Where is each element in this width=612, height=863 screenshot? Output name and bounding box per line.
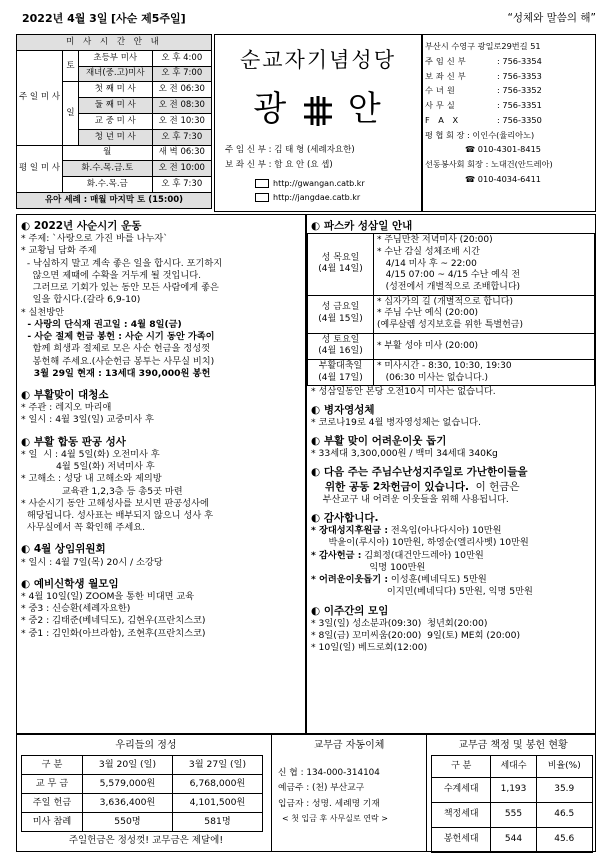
council-president-tel: ☎ 010-4301-8415	[465, 144, 542, 155]
section-title: ◐ 예비신학생 월모임	[21, 577, 119, 590]
left-column	[16, 214, 306, 734]
liturgical-week: [사순 제5주일]	[110, 12, 186, 25]
stats-cell: 45.6	[536, 828, 592, 853]
stats-cell: 35.9	[536, 778, 592, 803]
text-line: * 8일(금) 꼬미씨움(20:00) 9일(토) ME회 (20:00)	[311, 630, 521, 642]
holy-week-day: 성 토요일 (4월 16일)	[308, 333, 374, 359]
offering-box	[21, 735, 271, 847]
text-line: * 중3 : 신승환(세례자요한)	[21, 603, 131, 615]
holy-week-row	[308, 360, 595, 386]
stats-col: 구 분	[432, 756, 491, 778]
text-line: 이지민(베네딕다) 5만원, 익명 5만원	[311, 586, 533, 598]
holy-week-detail	[374, 360, 595, 386]
stats-cell: 봉헌세대	[432, 828, 491, 853]
offering-cell: 4,101,500원	[172, 794, 262, 813]
text-line: * 십자가의 길 (개별적으로 합니다)	[377, 296, 513, 307]
section-title: 위한 공동 2차헌금이 있습니다. 이 헌금은	[325, 480, 520, 493]
stats-title: 교무금 책정 및 봉헌 현황	[458, 740, 568, 751]
link-jangdae[interactable]: http://jangdae.catb.kr	[273, 192, 361, 202]
contact-row: F A X : 756-3350	[425, 114, 542, 125]
stats-cell: 수계세대	[432, 778, 491, 803]
text-line: - 사랑의 단식재 권고일 : 4월 8일(금)	[21, 318, 182, 330]
text-line: * 일 시 : 4월 5일(화) 오전미사 후	[21, 448, 160, 460]
text-line: 익명 100만원	[311, 561, 426, 573]
section-title: ◐ 2022년 사순시기 운동	[21, 220, 142, 232]
paper-name-right: 안	[347, 89, 383, 129]
section-title: ◐ 부활맞이 대청소	[21, 388, 109, 401]
text-line: 부산교구 내 어려운 이웃들을 위해 사용됩니다.	[311, 493, 509, 505]
offering-cell: 3,636,400원	[82, 794, 172, 813]
offering-cell: 미사 참례	[22, 813, 83, 832]
transfer-title: 교무금 자동이체	[313, 740, 385, 751]
stats-cell: 544	[491, 828, 536, 853]
council-president: 평 협 회 장 : 이인수(율리아노)	[425, 129, 535, 140]
text-line: * 장대성지후원금 : 전옥임(아나다시아) 10만원	[311, 525, 502, 537]
mass-title: 미 사 시 간 안 내	[17, 35, 212, 51]
holy-week-detail	[374, 234, 595, 295]
text-line: (예루살렘 성지보호를 위한 특별헌금)	[377, 319, 524, 330]
holy-week-row	[308, 295, 595, 333]
home-icon	[255, 193, 269, 202]
mass-row: 교 중 미 사	[78, 113, 152, 129]
text-line: 4/15 07:00 ~ 4/15 수난 예식 전	[377, 270, 521, 281]
text-line: * 주님만찬 저녁미사 (20:00)	[377, 235, 493, 246]
stats-cell: 1,193	[491, 778, 536, 803]
text-line: * 감사헌금 : 김희정(대건안드레아) 10만원	[311, 549, 484, 561]
text-line: 4월 5일(화) 저녁미사 후	[21, 461, 155, 473]
section-title: ◐ 이주간의 모임	[311, 604, 389, 617]
right-column	[306, 214, 596, 734]
date-line	[22, 12, 186, 26]
offering-title: 우리들의 정성	[115, 740, 177, 751]
section-title: ◐ 병자영성체	[311, 403, 375, 416]
text-line: 교육관 1,2,3층 등 총5곳 마련	[21, 485, 183, 497]
contact-row: 사무실 : 756-3351	[425, 100, 542, 111]
transfer-holder: 예금주 : (천) 부산교구	[278, 783, 365, 794]
text-line: * 3일(일) 성소분과(09:30) 청년회(20:00)	[311, 617, 488, 629]
text-line: * 주님 수난 예식 (20:00)	[377, 308, 479, 319]
section-title: ◐ 부활 합동 판공 성사	[21, 435, 126, 448]
offering-cell: 5,579,000원	[82, 775, 172, 794]
home-icon	[255, 179, 269, 188]
mass-row: 청 년 미 사	[78, 129, 152, 145]
text-line: 일을 합시다.(갈라 6,9-10)	[21, 294, 141, 306]
stats-box	[431, 735, 595, 853]
holy-week-row	[308, 333, 595, 359]
text-line: - 사순 절제 헌금 봉헌 : 사순 시기 동안 가족이	[21, 331, 215, 343]
sunday-label: 주 일 미 사	[17, 50, 63, 145]
text-line: 봉헌해 주세요.(사순헌금 봉투는 사무실 비치)	[21, 355, 215, 367]
text-line: * 10일(일) 베드로회(12:00)	[311, 642, 428, 654]
mass-time: 오 전 06:30	[152, 82, 211, 98]
assistant-priest: 보 좌 신 부 : 함 요 안 (요 셉)	[225, 159, 333, 170]
mass-row: 첫 째 미 사	[78, 82, 152, 98]
mass-row: 화.수.목.금.토	[62, 161, 152, 177]
weekday-label: 평 일 미 사	[17, 145, 63, 192]
text-line: * 코로나19로 4월 병자영성체는 없습니다.	[311, 416, 481, 428]
paper-name	[215, 87, 421, 131]
links	[255, 177, 365, 204]
mass-row: 재녀(중.고)미사	[78, 66, 152, 82]
text-line: 않으면 제때에 수확을 거두게 될 것입니다.	[21, 269, 202, 281]
holy-week-table	[307, 233, 595, 386]
text-line: * 교황님 담화 주제	[21, 245, 97, 257]
stats-col: 비율(%)	[536, 756, 592, 778]
clergy	[225, 143, 355, 173]
offering-col: 3월 27일 (일)	[172, 756, 262, 775]
mass-time: 오 전 08:30	[152, 98, 211, 114]
text-line: * 4월 10일(일) ZOOM을 통한 비대면 교육	[21, 591, 195, 603]
paper-name-left: 광	[253, 89, 289, 129]
contact-row: 보좌신부 : 756-3353	[425, 70, 542, 81]
section-title: ◐ 다음 주는 주님수난성지주일로 가난한이들을	[311, 466, 528, 479]
mass-time: 새 벽 06:30	[152, 145, 211, 161]
mass-time: 오 전 10:30	[152, 113, 211, 129]
auto-transfer-box	[271, 735, 427, 851]
holy-week-day: 성 목요일 (4월 14일)	[308, 234, 374, 295]
offering-col: 3월 20일 (일)	[82, 756, 172, 775]
masthead	[214, 34, 422, 212]
text-line: * 성삼일동안 본당 오전10시 미사는 없습니다.	[311, 386, 496, 398]
text-line: * 미사시간 - 8:30, 10:30, 19:30	[377, 361, 512, 372]
pastor: 주 임 신 부 : 김 태 형 (세례자요한)	[225, 145, 355, 155]
text-line: (성전에서 개별적으로 조배합니다)	[377, 281, 521, 292]
sat-label: 토	[62, 50, 78, 82]
stats-cell: 책정세대	[432, 803, 491, 828]
infant-baptism: 유아 세례 : 매월 마지막 토 (15:00)	[17, 192, 212, 208]
contact-row: 주임신부 : 756-3354	[425, 55, 542, 66]
offering-footer: 주일헌금은 정성껏! 교무금은 제달에!	[68, 835, 224, 846]
mission-president: 선동봉사회 회장 : 노대건(안드레아)	[425, 159, 553, 170]
mass-time: 오 후 7:00	[152, 66, 211, 82]
text-line: * 고해소 : 성당 내 고해소와 제의방	[21, 473, 162, 485]
text-line: 4/14 미사 후 ~ 22:00	[377, 258, 477, 269]
offering-cell: 6,768,000원	[172, 775, 262, 794]
transfer-note: < 첫 입금 후 사무실로 연락 >	[282, 814, 388, 824]
text-line: 박윤이(루시아) 10만원, 하영순(엘리사벳) 10만원	[311, 537, 529, 549]
offering-cell: 주일 헌금	[22, 794, 83, 813]
text-line: * 중2 : 김태준(베네딕도), 김현우(프란치스코)	[21, 615, 206, 627]
offering-cell: 550명	[82, 813, 172, 832]
sun-label: 일	[62, 82, 78, 145]
parish-name: 순교자기념성당	[239, 48, 396, 72]
holy-week-day: 부활대축일 (4월 17일)	[308, 360, 374, 386]
issue-date: 2022년 4월 3일	[22, 12, 108, 25]
transfer-name: 입금자 : 성명. 세례명 기재	[278, 798, 380, 809]
offering-cell: 581명	[172, 813, 262, 832]
holy-week-detail	[374, 295, 595, 333]
stats-cell: 555	[491, 803, 536, 828]
link-gwangan[interactable]: http://gwangan.catb.kr	[273, 179, 365, 188]
mass-row: 초등부 미사	[78, 50, 152, 66]
offering-cell: 교 무 금	[22, 775, 83, 794]
text-line: (06:30 미사는 없습니다.)	[377, 372, 488, 383]
text-line: - 낙심하지 말고 계속 좋은 일을 합시다. 포기하지	[21, 257, 223, 269]
text-line: * 사순시기 동안 고해성사를 보시면 판공성사에	[21, 497, 209, 509]
text-line: * 부활 성야 미사 (20:00)	[377, 340, 479, 351]
holy-week-detail	[374, 333, 595, 359]
text-line: * 33세대 3,300,000원 / 백미 34세대 340Kg	[311, 448, 498, 460]
text-line: 해당됩니다. 성사표는 배부되지 않으니 성사 후	[21, 509, 213, 521]
address: 부산시 수영구 광일로29번길 51	[425, 41, 541, 51]
section-title: ◐ 감사합니다.	[311, 512, 379, 525]
mass-time: 오 전 10:00	[152, 161, 211, 177]
text-line: 그러므로 기회가 있는 동안 모든 사람에게 좋은	[21, 282, 219, 294]
text-line: * 중1 : 김인화(아브라함), 조현후(프란치스코)	[21, 627, 206, 639]
text-line: * 주제: `사랑으로 가진 바를 나누자`	[21, 233, 168, 245]
mass-schedule	[16, 34, 212, 212]
holy-week-row	[308, 234, 595, 295]
mass-time: 오 후 7:30	[152, 129, 211, 145]
offering-col: 구 분	[22, 756, 83, 775]
text-line: * 어려운이웃돕기 : 이성훈(베네딕도) 5만원	[311, 574, 487, 586]
mass-row: 화.수.목.금	[62, 177, 152, 193]
text-line: * 주관 : 레지오 마리애	[21, 402, 112, 414]
section-title: ◐ 파스카 성삼일 안내	[311, 220, 413, 232]
mass-time: 오 후 7:30	[152, 177, 211, 193]
text-line: * 일시 : 4월 7일(목) 20시 / 소강당	[21, 556, 163, 568]
text-line: * 실천방안	[21, 306, 65, 318]
text-line: * 수난 감실 성체조배 시간	[377, 246, 480, 257]
text-line: 3월 29일 현재 : 13세대 390,000원 봉헌	[21, 367, 211, 379]
parish-logo-icon	[301, 94, 335, 128]
section-title: ◐ 4월 상임위원회	[21, 543, 106, 556]
motto: “성체와 말씀의 해”	[507, 12, 596, 24]
bottom-panel	[16, 734, 596, 852]
mass-time: 오 후 4:00	[152, 50, 211, 66]
text-line: * 일시 : 4월 3일(일) 교중미사 후	[21, 414, 154, 426]
text-line: 함께 희생과 절제로 모은 사순 헌금을 정성껏	[21, 343, 210, 355]
text-line: 사무실에서 꼭 확인해 주세요.	[21, 522, 146, 534]
holy-week-day: 성 금요일 (4월 15일)	[308, 295, 374, 333]
stats-cell: 46.5	[536, 803, 592, 828]
stats-col: 세대수	[491, 756, 536, 778]
mass-row: 월	[62, 145, 152, 161]
mission-president-tel: ☎ 010-4034-6411	[465, 173, 542, 184]
contacts	[422, 34, 596, 212]
transfer-account: 신 협 : 134-000-314104	[278, 768, 380, 778]
contact-row: 수녀원 : 756-3352	[425, 85, 542, 96]
mass-row: 둘 째 미 사	[78, 98, 152, 114]
section-title: ◐ 부활 맞이 어려운이웃 돕기	[311, 435, 447, 448]
